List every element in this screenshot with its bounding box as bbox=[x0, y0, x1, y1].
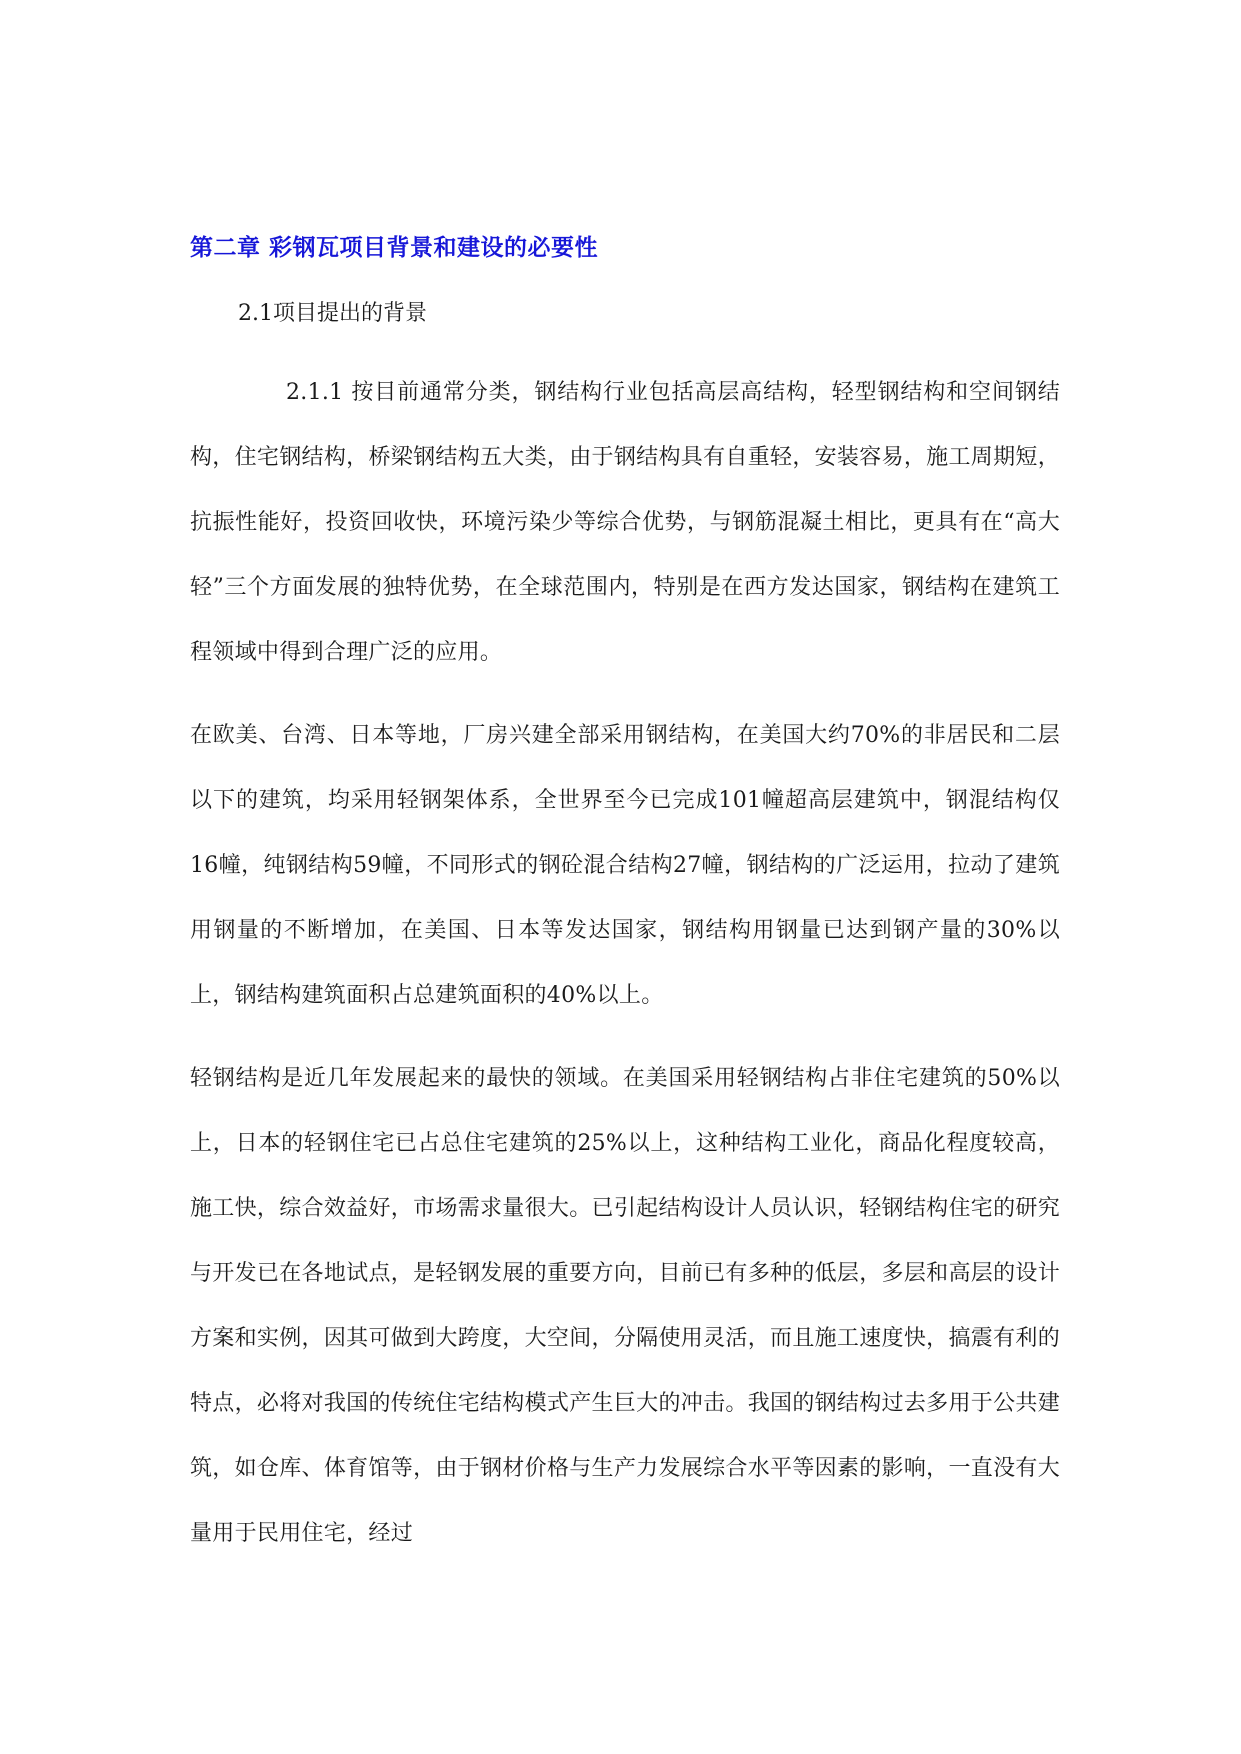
paragraph-steel-structure-classification: 2.1.1 按目前通常分类，钢结构行业包括高层高结构，轻型钢结构和空间钢结构，住宅钢结构，桥梁钢结构五大类，由于钢结构具有自重轻，安装容易，施工周期短，抗振性能好，投资回收快，环境污染少等综合优势，与钢筋混凝土相比，更具有在“高大轻”三个方面发展的独特优势，在全球范围内，特别是在西方发达国家，钢结构在建筑工程领域中得到合理广泛的应用。 bbox=[190, 380, 1060, 665]
paragraph-international-usage: 在欧美、台湾、日本等地，厂房兴建全部采用钢结构，在美国大约70%的非居民和二层以下的建筑，均采用轻钢架体系，全世界至今已完成101幢超高层建筑中，钢混结构仅16幢，纯钢结构59幢，不同形式的钢砼混合结构27幢，钢结构的广泛运用，拉动了建筑用钢量的不断增加，在美国、日本等发达国家，钢结构用钢量已达到钢产量的30%以上，钢结构建筑面积占总建筑面积的40%以上。 bbox=[190, 723, 1060, 1008]
section-heading: 2.1项目提出的背景 bbox=[238, 301, 427, 326]
paragraph-light-steel-structure: 轻钢结构是近几年发展起来的最快的领域。在美国采用轻钢结构占非住宅建筑的50%以上，日本的轻钢住宅已占总住宅建筑的25%以上，这种结构工业化，商品化程度较高，施工快，综合效益好，市场需求量很大。已引起结构设计人员认识，轻钢结构住宅的研究与开发已在各地试点，是轻钢发展的重要方向，目前已有多种的低层，多层和高层的设计方案和实例，因其可做到大跨度，大空间，分隔使用灵活，而且施工速度快，搞震有利的特点，必将对我国的传统住宅结构模式产生巨大的冲击。我国的钢结构过去多用于公共建筑，如仓库、体育馆等，由于钢材价格与生产力发展综合水平等因素的影响，一直没有大量用于民用住宅，经过 bbox=[190, 1066, 1060, 1546]
chapter-title: 第二章 彩钢瓦项目背景和建设的必要性 bbox=[190, 234, 599, 261]
document-body bbox=[190, 228, 1060, 1566]
